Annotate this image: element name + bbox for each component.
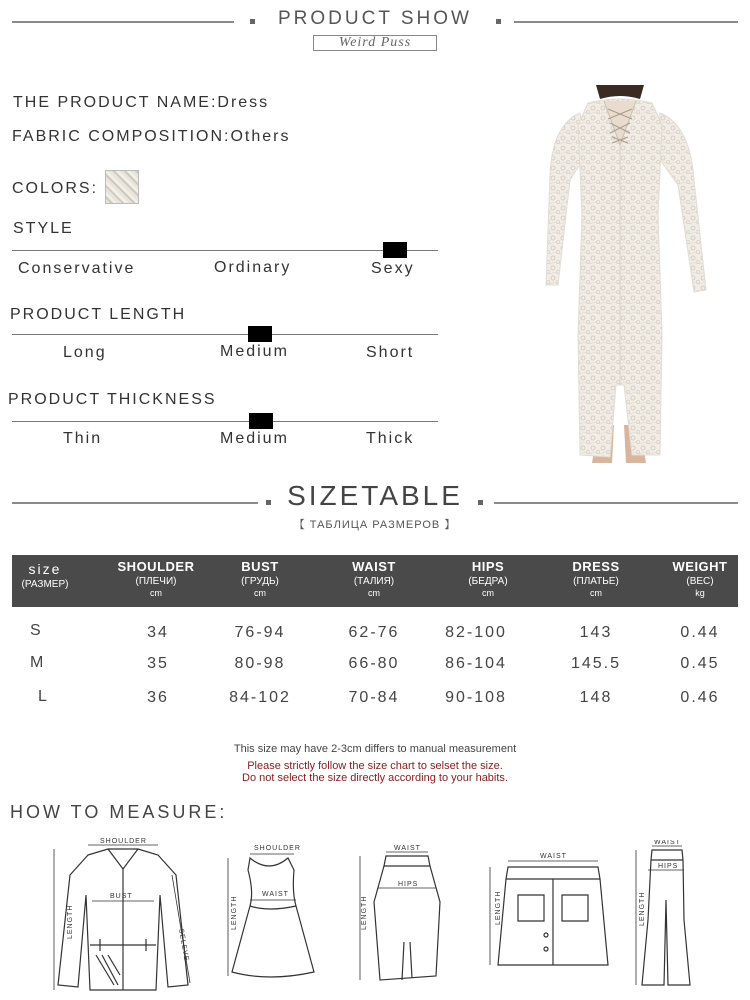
length-label: PRODUCT LENGTH [10, 306, 187, 323]
thickness-option-medium: Medium [220, 430, 289, 447]
cell-size: S [30, 622, 43, 639]
thickness-option-thin: Thin [63, 430, 103, 447]
cell-hips: 90-108 [445, 689, 507, 706]
length-option-short: Short [366, 344, 415, 361]
size-warning-line-1: Please strictly follow the size chart to selset the size. [247, 760, 503, 772]
jacket-bust-label: BUST [110, 893, 133, 900]
col-dress: DRESS (ПЛАТЬЕ) cm [572, 559, 620, 598]
cell-waist: 62-76 [348, 624, 400, 641]
style-option-sexy: Sexy [371, 260, 415, 277]
thickness-option-thick: Thick [366, 430, 415, 447]
cell-shoulder: 36 [147, 689, 169, 706]
col-waist: WAIST (ТАЛИЯ) cm [352, 559, 396, 598]
cell-shoulder: 34 [147, 624, 169, 641]
sizetable-dot-left [266, 500, 271, 505]
cell-dress: 148 [579, 689, 613, 706]
measure-figure-pants [624, 840, 704, 990]
pants-hips-label: HIPS [658, 863, 679, 870]
cell-bust: 76-94 [234, 624, 286, 641]
header-line-left [12, 21, 234, 23]
dress-shoulder-label: SHOULDER [254, 845, 301, 852]
sizetable-title: SIZETABLE [287, 480, 463, 511]
cell-size: M [30, 654, 46, 671]
dress-image [500, 85, 740, 470]
length-scale-line [12, 334, 438, 335]
style-label: STYLE [13, 220, 74, 237]
pants-waist-label: WAIST [654, 840, 681, 846]
sizetable-header [12, 555, 738, 607]
skirt-length-label: LENGTH [361, 895, 368, 930]
dress-length-label: LENGTH [231, 895, 238, 930]
header-dot-left [250, 19, 255, 24]
cell-weight: 0.45 [680, 655, 720, 672]
measure-figure-jacket [48, 835, 198, 995]
color-swatch[interactable] [105, 170, 139, 204]
skirt-hips-label: HIPS [398, 881, 419, 888]
length-option-long: Long [63, 344, 107, 361]
measure-figure-shorts [478, 845, 618, 975]
cell-hips: 86-104 [445, 655, 507, 672]
jacket-shoulder-label: SHOULDER [100, 838, 147, 845]
measure-figure-dress [214, 840, 324, 990]
cell-dress: 145.5 [570, 655, 622, 672]
style-option-ordinary: Ordinary [214, 259, 292, 276]
jacket-length-label: LENGTH [67, 904, 74, 939]
col-weight: WEIGHT (ВЕС) kg [672, 559, 728, 598]
header-line-right [514, 21, 738, 23]
jacket-sleeve-label: SELEVE [176, 928, 190, 963]
measurement-note: This size may have 2-3cm differs to manual measurement [233, 743, 517, 755]
style-option-conservative: Conservative [18, 260, 136, 277]
cell-bust: 84-102 [229, 689, 291, 706]
header-dot-right [496, 19, 501, 24]
sizetable-line-right [494, 502, 738, 504]
page-title: PRODUCT SHOW [278, 8, 472, 29]
dress-waist-label: WAIST [262, 891, 289, 898]
shorts-length-label: LENGTH [495, 890, 502, 925]
size-warning [0, 760, 750, 784]
thickness-scale-marker [249, 413, 273, 429]
fabric-value: Others [230, 128, 291, 145]
cell-hips: 82-100 [445, 624, 507, 641]
length-scale-marker [248, 326, 272, 342]
cell-waist: 66-80 [348, 655, 400, 672]
cell-size: L [38, 688, 49, 705]
cell-bust: 80-98 [234, 655, 286, 672]
skirt-waist-label: WAIST [394, 845, 421, 852]
style-scale-marker [383, 242, 407, 258]
col-shoulder: SHOULDER (ПЛЕЧИ) cm [117, 559, 195, 598]
thickness-label: PRODUCT THICKNESS [8, 391, 217, 408]
cell-weight: 0.46 [680, 689, 720, 706]
measure-figure-skirt [344, 842, 444, 987]
fabric-row [12, 128, 290, 146]
style-scale-line [12, 250, 438, 251]
how-to-measure-title: HOW TO MEASURE: [10, 802, 228, 822]
cell-dress: 143 [579, 624, 613, 641]
cell-weight: 0.44 [680, 624, 720, 641]
cell-waist: 70-84 [348, 689, 400, 706]
colors-label: COLORS: [12, 180, 99, 197]
product-name-row [13, 94, 269, 112]
col-bust: BUST (ГРУДЬ) cm [241, 559, 279, 598]
col-size: size (РАЗМЕР) [21, 561, 69, 590]
length-option-medium: Medium [220, 343, 289, 360]
pants-length-label: LENGTH [639, 891, 646, 926]
fabric-label: FABRIC COMPOSITION: [12, 128, 231, 145]
cell-shoulder: 35 [147, 655, 169, 672]
sizetable-dot-right [478, 500, 483, 505]
brand-name: Weird Puss [313, 35, 437, 51]
shorts-waist-label: WAIST [540, 853, 567, 860]
col-hips: HIPS (БЕДРА) cm [468, 559, 508, 598]
sizetable-line-left [12, 502, 258, 504]
sizetable-subtitle: 【 ТАБЛИЦА РАЗМЕРОВ 】 [293, 519, 457, 531]
product-name-label: THE PRODUCT NAME: [13, 94, 218, 111]
size-warning-line-2: Do not select the size directly according to your habits. [242, 772, 508, 784]
product-name-value: Dress [217, 94, 270, 111]
thickness-scale-line [12, 421, 438, 422]
product-photo[interactable] [500, 85, 740, 470]
